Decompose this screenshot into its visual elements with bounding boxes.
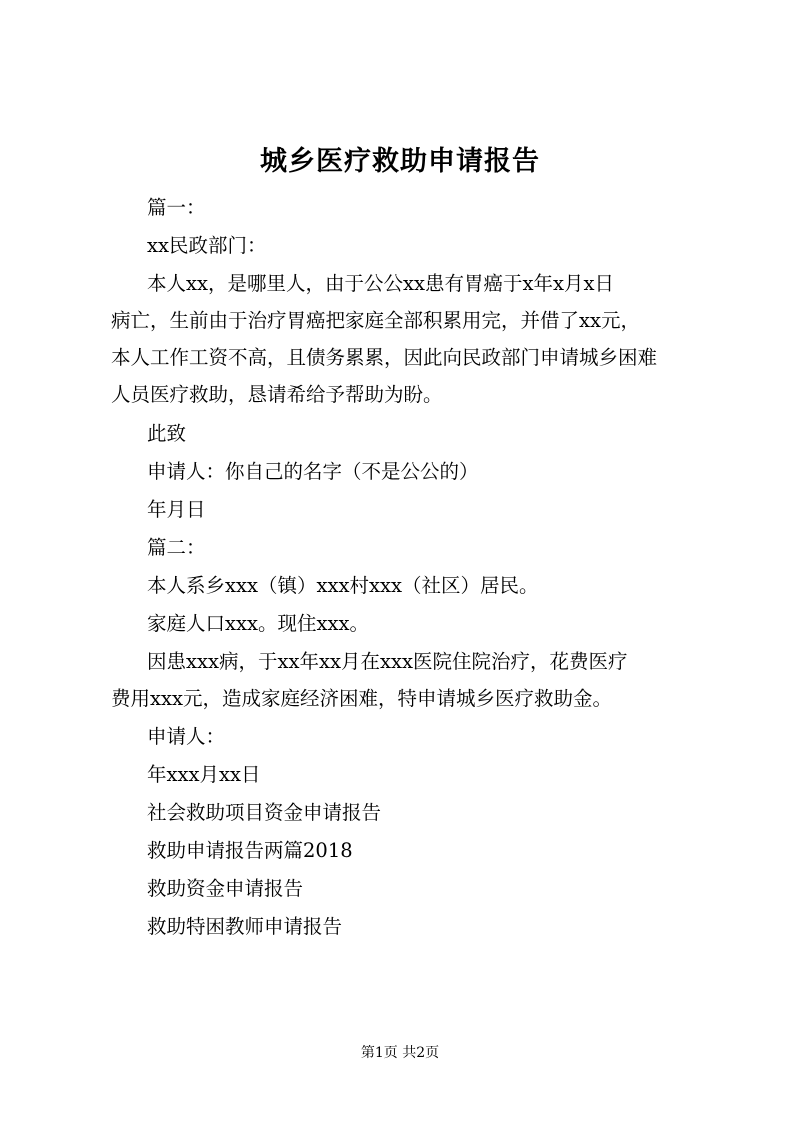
closing-line: 此致 — [147, 422, 187, 445]
paragraph-line: 人员医疗救助，恳请希给予帮助为盼。 — [111, 383, 443, 406]
paragraph-line: 本人系乡xxx（镇）xxx村xxx（社区）居民。 — [147, 574, 539, 597]
related-link-text: 救助特困教师申请报告 — [147, 915, 343, 938]
recipient-line: xx民政部门： — [147, 234, 267, 257]
paragraph-line: 费用xxx元，造成家庭经济困难，特申请城乡医疗救助金。 — [111, 687, 612, 710]
date-line: 年xxx月xx日 — [147, 763, 261, 786]
paragraph-line: 因患xxx病，于xx年xx月在xxx医院住院治疗，花费医疗 — [147, 650, 628, 673]
related-link-text: 社会救助项目资金申请报告 — [147, 801, 382, 824]
page-footer: 第1页 共2页 — [360, 1045, 440, 1061]
section-heading-1: 篇一： — [147, 196, 206, 219]
paragraph-line: 本人工作工资不高，且债务累累，因此向民政部门申请城乡困难 — [111, 346, 658, 369]
applicant-line: 申请人：你自己的名字（不是公公的） — [147, 460, 479, 483]
document-title: 城乡医疗救助申请报告 — [260, 146, 540, 177]
related-link-text: 救助资金申请报告 — [147, 877, 304, 900]
related-link-text: 救助申请报告两篇2018 — [147, 839, 353, 862]
paragraph-line: 家庭人口xxx。现住xxx。 — [147, 612, 369, 635]
section-heading-2: 篇二： — [147, 536, 206, 559]
applicant-line: 申请人： — [147, 725, 226, 748]
paragraph-line: 本人xx，是哪里人，由于公公xx患有胃癌于x年x月x日 — [147, 272, 614, 295]
date-line: 年月日 — [147, 498, 206, 521]
paragraph-line: 病亡，生前由于治疗胃癌把家庭全部积累用完，并借了xx元， — [111, 309, 640, 332]
